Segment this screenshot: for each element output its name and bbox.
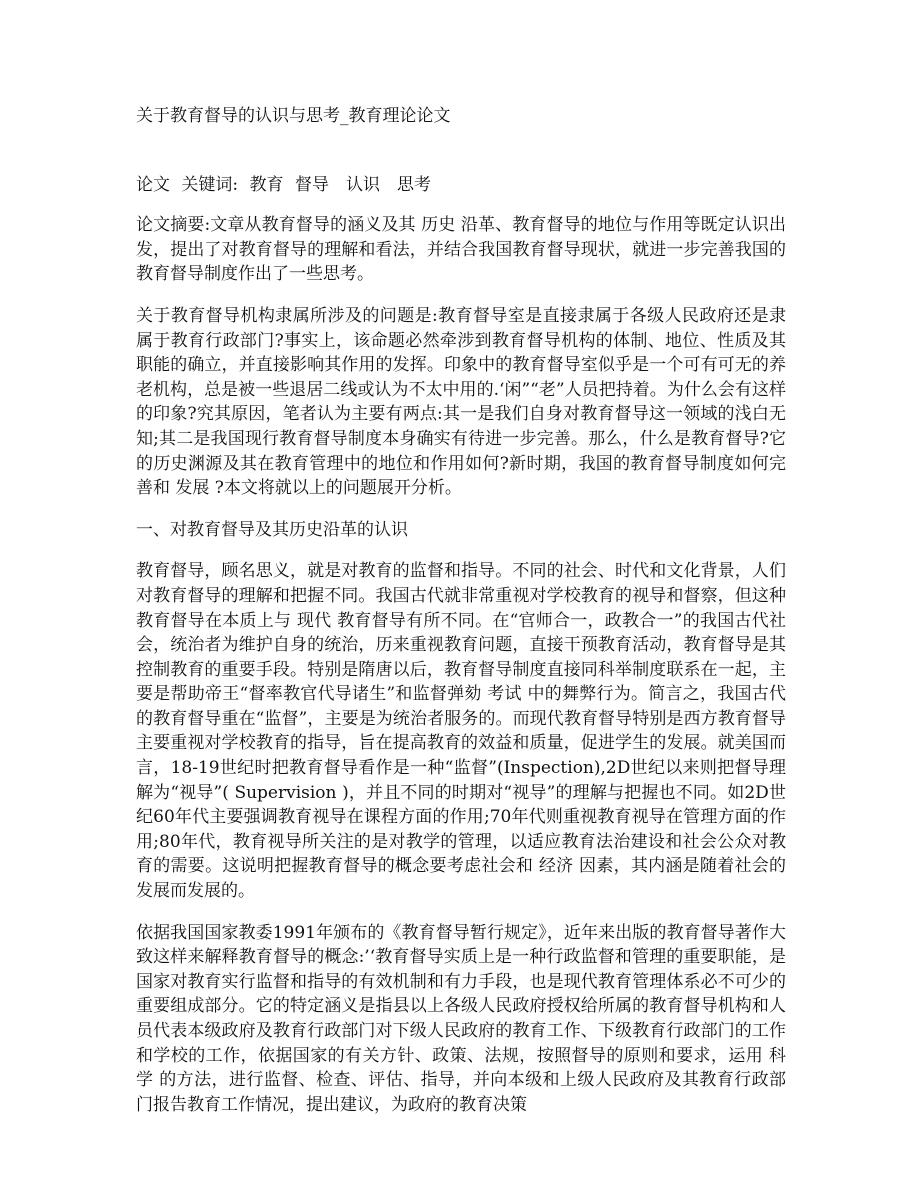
document-page bbox=[136, 104, 786, 1134]
body-paragraph-2: 依据我国国家教委1991年颁布的《教育督导暂行规定》，近年来出版的教育督导著作大致这样来解释教育督导的概念:’‘教育督导实质上是一种行政监督和管理的重要职能，是国家对教育实行监督和指导的有效机制和有力手段，也是现代教育管理体系必不可少的重要组成部分。它的特定涵义是指县以上各级人民政府授权给所属的教育督导机构和人员代表本级政府及教育行政部门对下级人民政府的教育工作、下级教育行政部门的工作和学校的工作，依据国家的有关方针、政策、法规，按照督导的原则和要求，运用 科学 的方法，进行监督、检查、评估、指导，并向本级和上级人民政府及其教育行政部门报告教育工作情况，提出建议，为政府的教育决策 bbox=[136, 922, 786, 1115]
keywords-line: 论文 关键词: 教育 督导 认识 思考 bbox=[136, 174, 431, 195]
intro-paragraph: 关于教育督导机构隶属所涉及的问题是:教育督导室是直接隶属于各级人民政府还是隶属于教育行政部门?事实上，该命题必然牵涉到教育督导机构的体制、地位、性质及其职能的确立，并直接影响其作用的发挥。印象中的教育督导室似乎是一个可有可无的养老机构，总是被一些退居二线或认为不太中用的.‘闲”“老”人员把持着。为什么会有这样的印象?究其原因，笔者认为主要有两点:其一是我们自身对教育督导这一领域的浅白无知;其二是我国现行教育督导制度本身确实有待进一步完善。那么，什么是教育督导?它的历史渊源及其在教育管理中的地位和作用如何?新时期，我国的教育督导制度如何完善和 发展 ?本文将就以上的问题展开分析。 bbox=[136, 305, 786, 499]
document-title: 关于教育督导的认识与思考_教育理论论文 bbox=[136, 106, 451, 126]
abstract-paragraph: 论文摘要:文章从教育督导的涵义及其 历史 沿革、教育督导的地位与作用等既定认识出发，提出了对教育督导的理解和看法，并结合我国教育督导现状，就进一步完善我国的教育督导制度作出了一些思考。 bbox=[136, 215, 786, 285]
section-heading: 一、对教育督导及其历史沿革的认识 bbox=[136, 519, 408, 540]
body-paragraph-1: 教育督导，顾名思义，就是对教育的监督和指导。不同的社会、时代和文化背景，人们对教育督导的理解和把握不同。我国古代就非常重视对学校教育的视导和督察，但这种教育督导在本质上与 现代 教育督导有所不同。在“官师合一，政教合一”的我国古代社会，统治者为维护自身的统治，历来重视教育问题，直接干预教育活动，教育督导是其控制教育的重要手段。特别是隋唐以后，教育督导制度直接同科举制度联系在一起，主要是帮助帝王“督率教官代导诸生”和监督弹劾 考试 中的舞弊行为。简言之，我国古代的教育督导重在“监督”，主要是为统治者服务的。而现代教育督导特别是西方教育督导主要重视对学校教育的指导，旨在提高教育的效益和质量，促进学生的发展。就美国而言，18-19世纪时把教育督导看作是一种“监督”(Inspection),2D世纪以来则把督导理解为“视导”( Supervision )，并且不同的时期对“视导”的理解与把握也不同。如2D世纪60年代主要强调教育视导在课程方面的作用;70年代则重视教育视导在管理方面的作用;80年代，教育视导所关注的是对教学的管理，以适应教育法治建设和社会公众对教育的需要。这说明把握教育督导的概念要考虑社会和 经济 因素，其内涵是随着社会的发展而发展的。 bbox=[136, 561, 786, 902]
